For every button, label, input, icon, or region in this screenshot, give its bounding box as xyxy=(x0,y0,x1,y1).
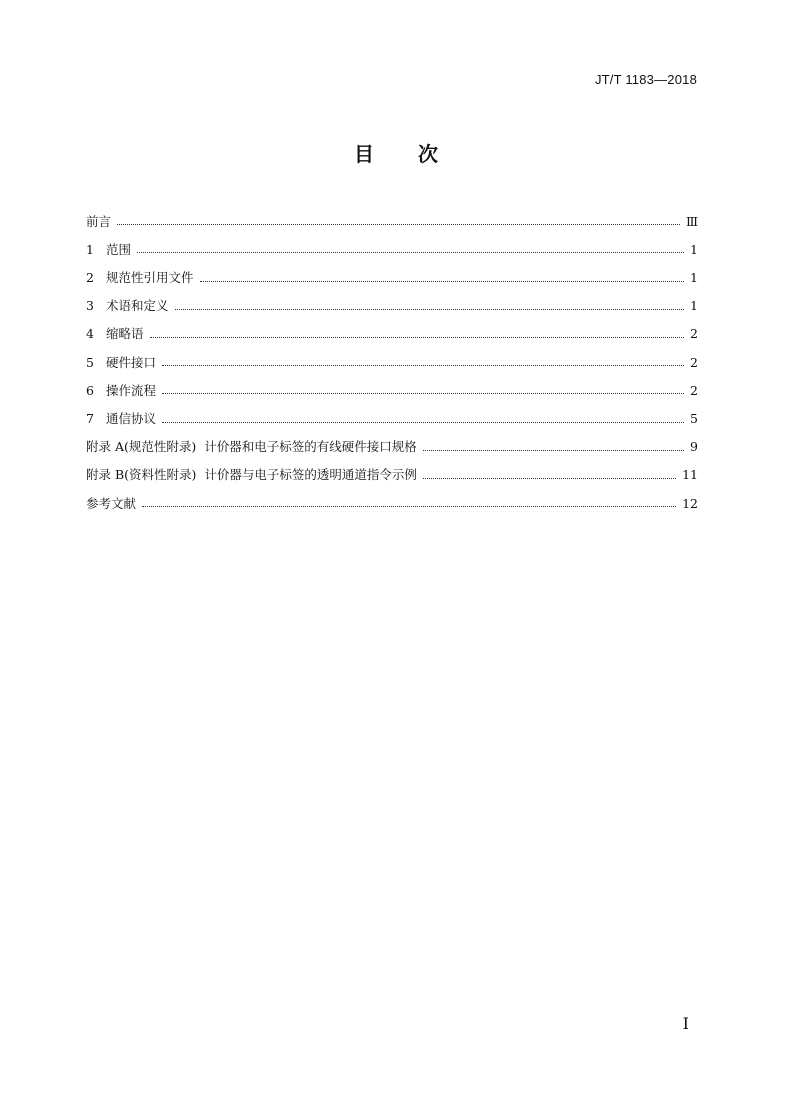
toc-page-number: 2 xyxy=(690,326,698,342)
toc-label: 范围 xyxy=(106,241,132,257)
toc-section-number: 1 xyxy=(86,241,94,257)
toc-label: 操作流程 xyxy=(106,382,157,398)
toc-leader xyxy=(175,309,684,310)
page-title xyxy=(0,138,792,167)
toc-label: 附录 B(资料性附录) 计价器与电子标签的透明通道指令示例 xyxy=(86,467,417,483)
table-of-contents xyxy=(86,200,698,510)
toc-page-number: 11 xyxy=(682,467,698,483)
toc-leader xyxy=(200,281,684,282)
toc-leader xyxy=(423,450,684,451)
toc-label: 缩略语 xyxy=(106,326,144,342)
toc-page-number: 1 xyxy=(690,241,698,257)
toc-leader xyxy=(137,252,684,253)
toc-entry-references[interactable] xyxy=(86,482,698,510)
toc-page-number: Ⅲ xyxy=(685,213,698,229)
toc-page-number: 1 xyxy=(690,298,698,314)
toc-entry-7[interactable] xyxy=(86,397,698,425)
document-code: JT/T 1183—2018 xyxy=(594,72,697,87)
toc-page-number: 5 xyxy=(690,411,698,426)
toc-page-number: 9 xyxy=(690,439,698,455)
toc-leader xyxy=(142,506,676,507)
toc-entry-4[interactable] xyxy=(86,313,698,341)
toc-label: 前言 xyxy=(86,213,112,229)
toc-entry-appendix-b[interactable] xyxy=(86,454,698,482)
toc-section-number: 2 xyxy=(86,270,94,286)
toc-entry-5[interactable] xyxy=(86,341,698,369)
toc-entry-6[interactable] xyxy=(86,369,698,397)
toc-entry-1[interactable] xyxy=(86,228,698,256)
toc-entry-2[interactable] xyxy=(86,256,698,284)
toc-entry-appendix-a[interactable] xyxy=(86,426,698,454)
toc-page-number: 2 xyxy=(690,354,698,370)
page-number: I xyxy=(682,1014,689,1033)
toc-label: 附录 A(规范性附录) 计价器和电子标签的有线硬件接口规格 xyxy=(86,439,417,455)
toc-leader xyxy=(162,422,684,423)
toc-leader xyxy=(150,337,684,338)
toc-label: 参考文献 xyxy=(86,495,137,511)
toc-page-number: 12 xyxy=(682,495,698,511)
toc-section-number: 3 xyxy=(86,298,94,314)
toc-leader xyxy=(162,365,684,366)
toc-leader xyxy=(117,224,680,225)
toc-label: 硬件接口 xyxy=(106,354,157,370)
toc-page-number: 2 xyxy=(690,382,698,398)
toc-leader xyxy=(162,393,684,394)
toc-section-number: 5 xyxy=(86,354,94,370)
toc-label: 术语和定义 xyxy=(106,298,169,314)
toc-entry-foreword[interactable] xyxy=(86,200,698,228)
title-part-2: 次 xyxy=(418,142,438,166)
toc-label: 规范性引用文件 xyxy=(106,270,194,286)
title-part-1: 目 xyxy=(354,142,374,166)
toc-section-number: 6 xyxy=(86,382,94,398)
toc-section-number: 4 xyxy=(86,326,94,342)
toc-leader xyxy=(423,478,676,479)
toc-entry-3[interactable] xyxy=(86,285,698,313)
toc-label: 通信协议 xyxy=(106,411,157,426)
toc-page-number: 1 xyxy=(690,270,698,286)
toc-section-number: 7 xyxy=(86,411,94,426)
